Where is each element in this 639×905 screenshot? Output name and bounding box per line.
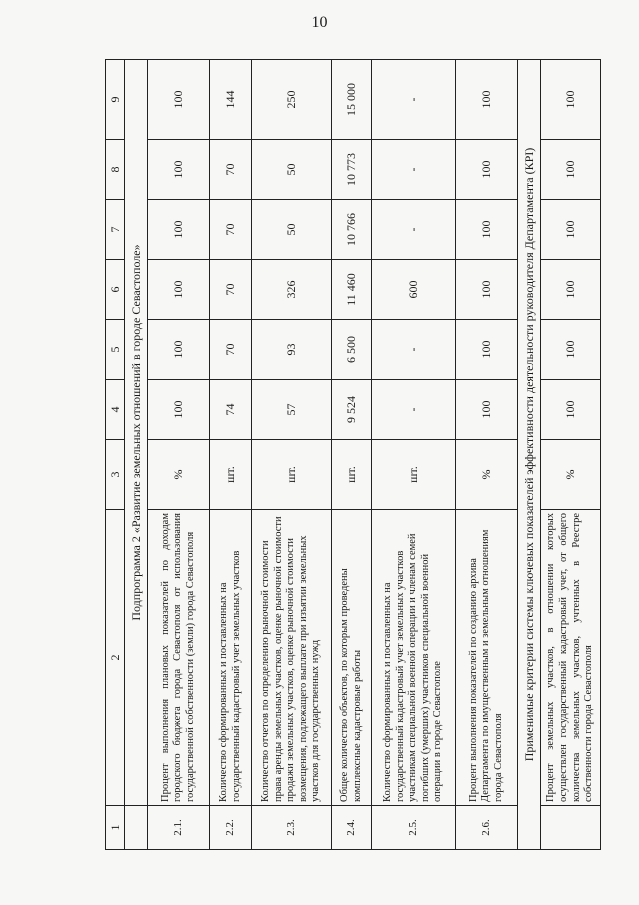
- table-row: [148, 60, 210, 850]
- row-value: 100: [456, 140, 518, 200]
- row-unit: %: [456, 440, 518, 510]
- row-value: 93: [252, 320, 332, 380]
- row-value: 100: [148, 320, 210, 380]
- row-number: 2.2.: [210, 806, 252, 850]
- row-value: 100: [541, 380, 601, 440]
- row-value: -: [372, 320, 456, 380]
- section-row: [518, 60, 541, 850]
- row-value: 9 524: [332, 380, 372, 440]
- row-value: -: [372, 200, 456, 260]
- row-value: 250: [252, 60, 332, 140]
- header-cell: 1: [106, 806, 125, 850]
- row-unit: шт.: [210, 440, 252, 510]
- header-cell: 9: [106, 60, 125, 140]
- row-value: 100: [541, 260, 601, 320]
- row-value: 100: [148, 200, 210, 260]
- table-row: [210, 60, 252, 850]
- row-value: 100: [148, 380, 210, 440]
- kpi-row: [541, 60, 601, 850]
- rotated-table-wrapper: [105, 60, 595, 850]
- header-cell: 6: [106, 260, 125, 320]
- row-value: 10 773: [332, 140, 372, 200]
- header-row: [106, 60, 125, 850]
- section-row: [125, 60, 148, 850]
- row-value: -: [372, 60, 456, 140]
- row-value: 70: [210, 320, 252, 380]
- row-value: 57: [252, 380, 332, 440]
- header-cell: 3: [106, 440, 125, 510]
- row-value: 100: [541, 200, 601, 260]
- row-number: 2.6.: [456, 806, 518, 850]
- row-value: 100: [456, 200, 518, 260]
- row-value: 6 500: [332, 320, 372, 380]
- row-value: 100: [456, 380, 518, 440]
- row-value: 100: [148, 260, 210, 320]
- header-cell: 7: [106, 200, 125, 260]
- row-value: 100: [148, 60, 210, 140]
- row-value: 70: [210, 140, 252, 200]
- row-unit: шт.: [372, 440, 456, 510]
- table-row: [456, 60, 518, 850]
- row-number: 2.5.: [372, 806, 456, 850]
- row-value: 144: [210, 60, 252, 140]
- section-title: Подпрограмма 2 «Развитие земельных отношений в городе Севастополе»: [125, 60, 148, 806]
- row-value: 100: [541, 60, 601, 140]
- row-value: 100: [541, 140, 601, 200]
- row-value: 15 000: [332, 60, 372, 140]
- header-cell: 4: [106, 380, 125, 440]
- header-cell: 8: [106, 140, 125, 200]
- row-description: Процент выполнения показателей по созданию архива Департамента по имущественным и земельным отношениям города Севастополя: [456, 510, 518, 806]
- indicators-table: [105, 59, 601, 850]
- row-description: Процент земельных участков, в отношении которых осуществлен государственный кадастровый учет, от общего количества земельных участков, учтенных в Реестре собственности города Севастополя: [541, 510, 601, 806]
- row-number: 2.1.: [148, 806, 210, 850]
- section-empty-cell: [125, 806, 148, 850]
- row-value: 600: [372, 260, 456, 320]
- row-value: 70: [210, 200, 252, 260]
- row-unit: шт.: [252, 440, 332, 510]
- row-description: Процент выполнения плановых показателей по доходам городского бюджета города Севастополя от использования государственной собственности (земли) города Севастополя: [148, 510, 210, 806]
- row-unit: %: [148, 440, 210, 510]
- row-value: 100: [456, 320, 518, 380]
- header-cell: 2: [106, 510, 125, 806]
- row-value: 100: [148, 140, 210, 200]
- row-value: 10 766: [332, 200, 372, 260]
- page-number: 10: [311, 14, 328, 31]
- row-description: Количество сформированных и поставленных на государственный кадастровый учет земельных участков участникам специальной военной операции и членам семей погибших (умерших) участников специальной военной операции в городе Севастополе: [372, 510, 456, 806]
- rotated-table: [105, 60, 595, 850]
- table-row: [372, 60, 456, 850]
- row-description: Общее количество объектов, по которым проведены комплексные кадастровые работы: [332, 510, 372, 806]
- row-value: 11 460: [332, 260, 372, 320]
- row-value: -: [372, 380, 456, 440]
- row-value: 70: [210, 260, 252, 320]
- header-cell: 5: [106, 320, 125, 380]
- table-row: [252, 60, 332, 850]
- row-description: Количество отчетов по определению рыночной стоимости права аренды земельных участков, оценке рыночной стоимости продажи земельных участков, оценке рыночной стоимости возмещения, подлежащего выплате при изъятии земельных участков для государственных нужд: [252, 510, 332, 806]
- row-value: 50: [252, 200, 332, 260]
- row-value: -: [372, 140, 456, 200]
- row-value: 100: [456, 60, 518, 140]
- row-value: 50: [252, 140, 332, 200]
- table-row: [332, 60, 372, 850]
- row-unit: %: [541, 440, 601, 510]
- row-number: [541, 806, 601, 850]
- row-value: 100: [456, 260, 518, 320]
- row-value: 326: [252, 260, 332, 320]
- row-value: 100: [541, 320, 601, 380]
- row-number: 2.4.: [332, 806, 372, 850]
- section-title: Применимые критерии системы ключевых показателей эффективности деятельности руководителя Департамента (КРI): [518, 60, 541, 850]
- row-description: Количество сформированных и поставленных на государственный кадастровый учет земельных участков: [210, 510, 252, 806]
- row-unit: шт.: [332, 440, 372, 510]
- row-value: 74: [210, 380, 252, 440]
- row-number: 2.3.: [252, 806, 332, 850]
